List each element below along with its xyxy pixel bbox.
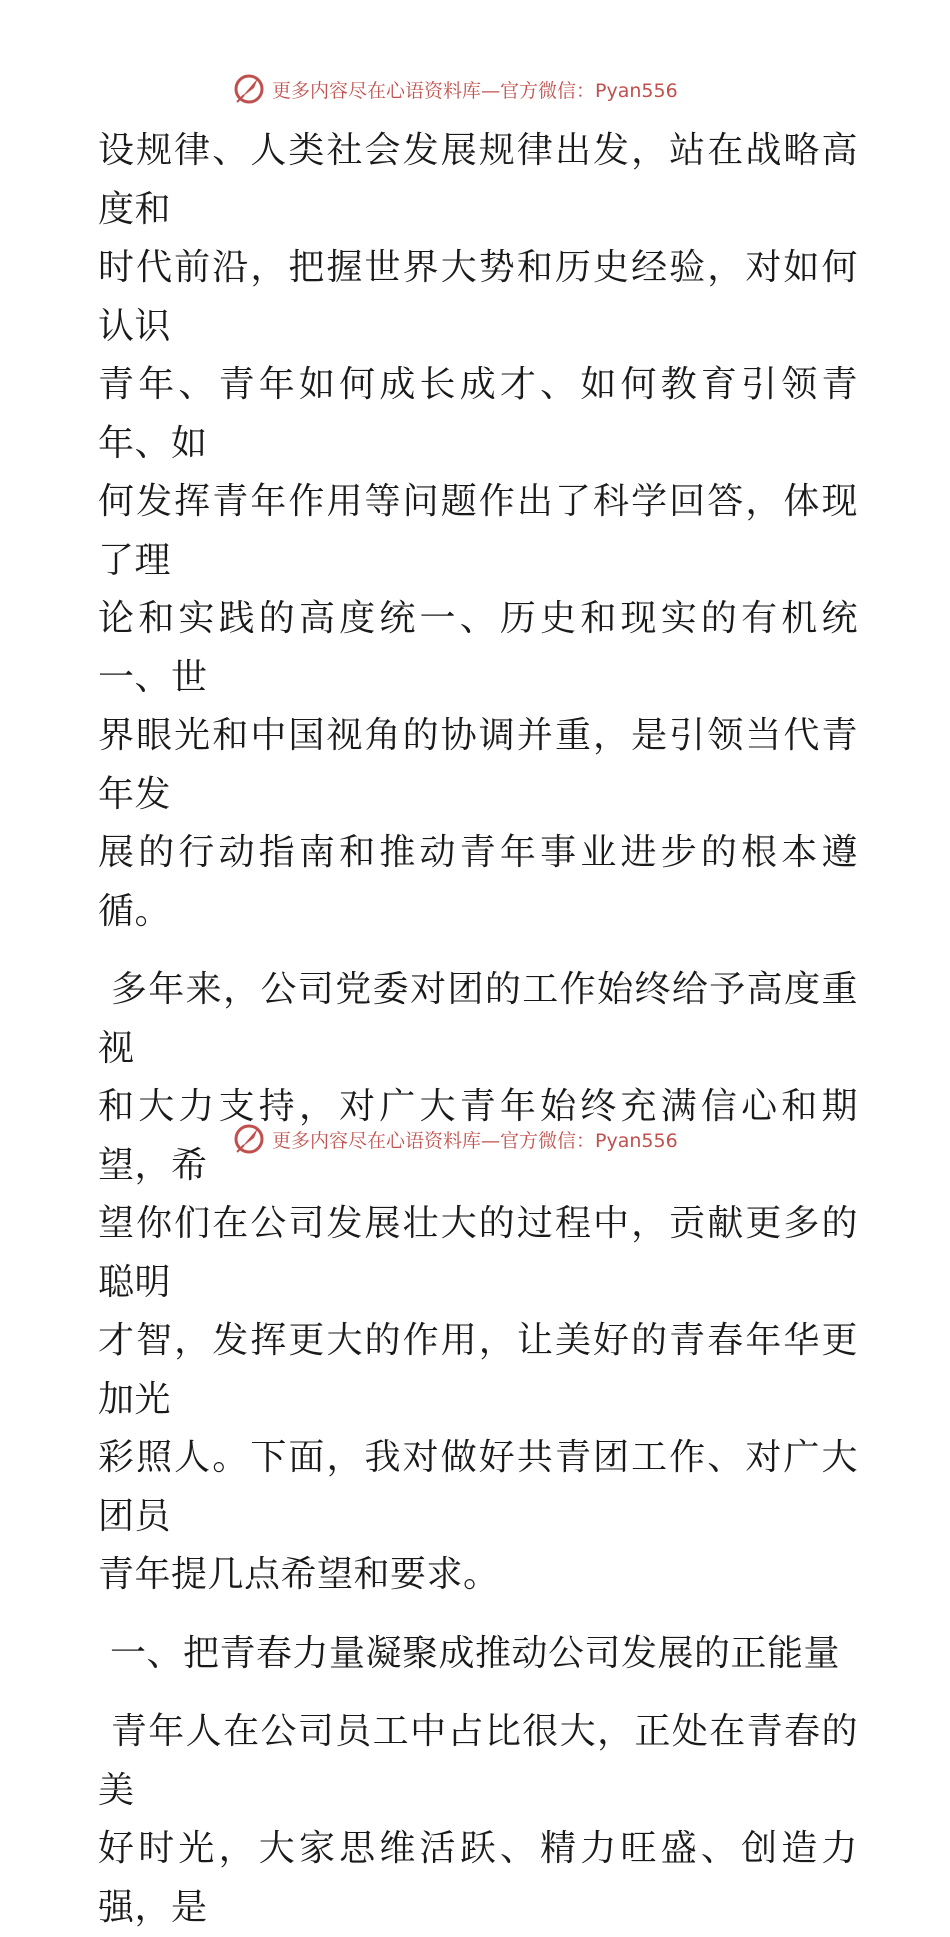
paragraph-1 (98, 122, 858, 941)
text-line: 设规律、人类社会发展规律出发，站在战略高度和 (98, 130, 858, 230)
text-line: 好时光，大家思维活跃、精力旺盛、创造力强，是 (98, 1828, 858, 1928)
paragraph-2 (98, 961, 858, 1605)
quill-logo-icon (232, 72, 266, 106)
quill-logo-icon (232, 1122, 266, 1156)
heading-line: 一、把青春力量凝聚成推动公司发展的正能量 (98, 1632, 840, 1674)
text-line: 何发挥青年作用等问题作出了科学回答，体现了理 (98, 481, 858, 581)
text-line: 才智，发挥更大的作用，让美好的青春年华更加光 (98, 1320, 858, 1420)
text-line: 青年提几点希望和要求。 (98, 1554, 500, 1595)
text-line: 青年人在公司员工中占比很大，正处在青春的美 (98, 1711, 858, 1811)
header-watermark (232, 72, 678, 106)
text-line: 青年、青年如何成长成才、如何教育引领青年、如 (98, 364, 858, 464)
text-line: 彩照人。下面，我对做好共青团工作、对广大团员 (98, 1437, 858, 1537)
footer-watermark (232, 1122, 678, 1156)
text-line: 展的行动指南和推动青年事业进步的根本遵循。 (98, 832, 858, 932)
text-line: 和大力支持，对广大青年始终充满信心和期望，希 (98, 1086, 858, 1186)
document-body (98, 122, 858, 1937)
text-line: 时代前沿，把握世界大势和历史经验，对如何认识 (98, 247, 858, 347)
watermark-text: 更多内容尽在心语资料库—官方微信：Pyan556 (272, 79, 678, 102)
section-heading (98, 1625, 858, 1684)
text-line: 界眼光和中国视角的协调并重，是引领当代青年发 (98, 715, 858, 815)
text-line: 多年来，公司党委对团的工作始终给予高度重视 (98, 969, 858, 1069)
text-line: 论和实践的高度统一、历史和现实的有机统一、世 (98, 598, 858, 698)
watermark-text: 更多内容尽在心语资料库—官方微信：Pyan556 (272, 1129, 678, 1152)
text-line: 望你们在公司发展壮大的过程中，贡献更多的聪明 (98, 1203, 858, 1303)
paragraph-3 (98, 1703, 858, 1937)
